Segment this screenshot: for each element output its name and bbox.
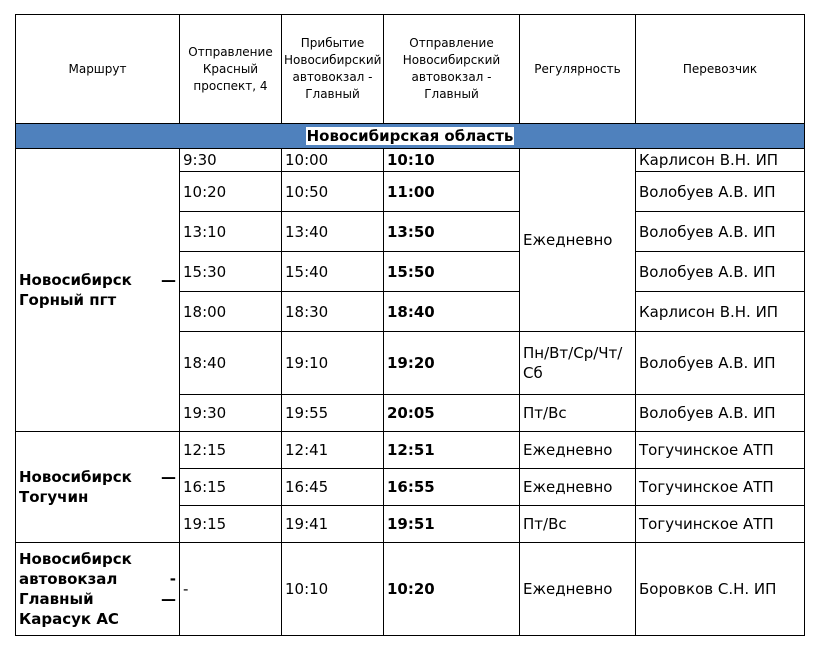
header-depart-main: Отправление Новосибирский автовокзал - Главный xyxy=(384,15,520,124)
carrier-cell: Волобуев А.В. ИП xyxy=(636,252,805,292)
depart-main-cell: 19:20 xyxy=(384,332,520,395)
carrier-cell: Волобуев А.В. ИП xyxy=(636,212,805,252)
depart-krasny-cell: 16:15 xyxy=(180,469,282,506)
depart-krasny-cell: 18:00 xyxy=(180,292,282,332)
depart-krasny-cell: 15:30 xyxy=(180,252,282,292)
depart-krasny-cell: 18:40 xyxy=(180,332,282,395)
region-row xyxy=(16,124,805,149)
header-carrier: Перевозчик xyxy=(636,15,805,124)
carrier-cell: Боровков С.Н. ИП xyxy=(636,543,805,636)
route-line: Новосибирск — xyxy=(19,468,176,486)
arrive-main-cell: 16:45 xyxy=(282,469,384,506)
arrive-main-cell: 19:55 xyxy=(282,395,384,432)
header-depart-krasny: Отправление Красный проспект, 4 xyxy=(180,15,282,124)
header-route: Маршрут xyxy=(16,15,180,124)
route-cell xyxy=(16,543,180,636)
depart-main-cell: 19:51 xyxy=(384,506,520,543)
carrier-cell: Волобуев А.В. ИП xyxy=(636,172,805,212)
route-line: Карасук АС xyxy=(19,610,119,628)
regularity-cell: Ежедневно xyxy=(520,432,636,469)
header-regularity: Регулярность xyxy=(520,15,636,124)
depart-main-cell: 11:00 xyxy=(384,172,520,212)
region-cell xyxy=(16,124,805,149)
route-line: Тогучин xyxy=(19,488,89,506)
depart-main-cell: 13:50 xyxy=(384,212,520,252)
depart-krasny-cell: 19:15 xyxy=(180,506,282,543)
carrier-cell: Волобуев А.В. ИП xyxy=(636,395,805,432)
depart-krasny-cell: - xyxy=(180,543,282,636)
carrier-cell: Карлисон В.Н. ИП xyxy=(636,292,805,332)
arrive-main-cell: 12:41 xyxy=(282,432,384,469)
depart-main-cell: 10:20 xyxy=(384,543,520,636)
regularity-cell: Пн/Вт/Ср/Чт/Сб xyxy=(520,332,636,395)
depart-krasny-cell: 13:10 xyxy=(180,212,282,252)
arrive-main-cell: 19:10 xyxy=(282,332,384,395)
depart-krasny-cell: 10:20 xyxy=(180,172,282,212)
depart-krasny-cell: 19:30 xyxy=(180,395,282,432)
carrier-cell: Тогучинское АТП xyxy=(636,432,805,469)
regularity-cell: Ежедневно xyxy=(520,543,636,636)
route-line: Новосибирск — xyxy=(19,271,176,289)
regularity-cell: Пт/Вс xyxy=(520,506,636,543)
table-row xyxy=(16,432,805,469)
arrive-main-cell: 10:50 xyxy=(282,172,384,212)
region-label: Новосибирская область xyxy=(306,127,514,145)
depart-main-cell: 18:40 xyxy=(384,292,520,332)
route-line: Горный пгт xyxy=(19,291,117,309)
carrier-cell: Тогучинское АТП xyxy=(636,469,805,506)
arrive-main-cell: 10:10 xyxy=(282,543,384,636)
table-row xyxy=(16,543,805,636)
regularity-cell: Пт/Вс xyxy=(520,395,636,432)
carrier-cell: Тогучинское АТП xyxy=(636,506,805,543)
depart-krasny-cell: 9:30 xyxy=(180,149,282,172)
depart-main-cell: 16:55 xyxy=(384,469,520,506)
depart-main-cell: 15:50 xyxy=(384,252,520,292)
route-cell xyxy=(16,432,180,543)
carrier-cell: Волобуев А.В. ИП xyxy=(636,332,805,395)
header-arrive-main: Прибытие Новосибирский автовокзал - Главный xyxy=(282,15,384,124)
regularity-cell: Ежедневно xyxy=(520,469,636,506)
regularity-cell: Ежедневно xyxy=(520,149,636,332)
arrive-main-cell: 15:40 xyxy=(282,252,384,292)
route-line: Главный — xyxy=(19,590,176,608)
depart-main-cell: 12:51 xyxy=(384,432,520,469)
route-cell xyxy=(16,149,180,432)
depart-main-cell: 20:05 xyxy=(384,395,520,432)
arrive-main-cell: 13:40 xyxy=(282,212,384,252)
depart-krasny-cell: 12:15 xyxy=(180,432,282,469)
route-line: Новосибирск xyxy=(19,550,132,568)
depart-main-cell: 10:10 xyxy=(384,149,520,172)
arrive-main-cell: 18:30 xyxy=(282,292,384,332)
table-row xyxy=(16,149,805,172)
arrive-main-cell: 19:41 xyxy=(282,506,384,543)
arrive-main-cell: 10:00 xyxy=(282,149,384,172)
route-line: автовокзал - xyxy=(19,570,176,588)
schedule-table xyxy=(15,14,805,636)
carrier-cell: Карлисон В.Н. ИП xyxy=(636,149,805,172)
header-row xyxy=(16,15,805,124)
